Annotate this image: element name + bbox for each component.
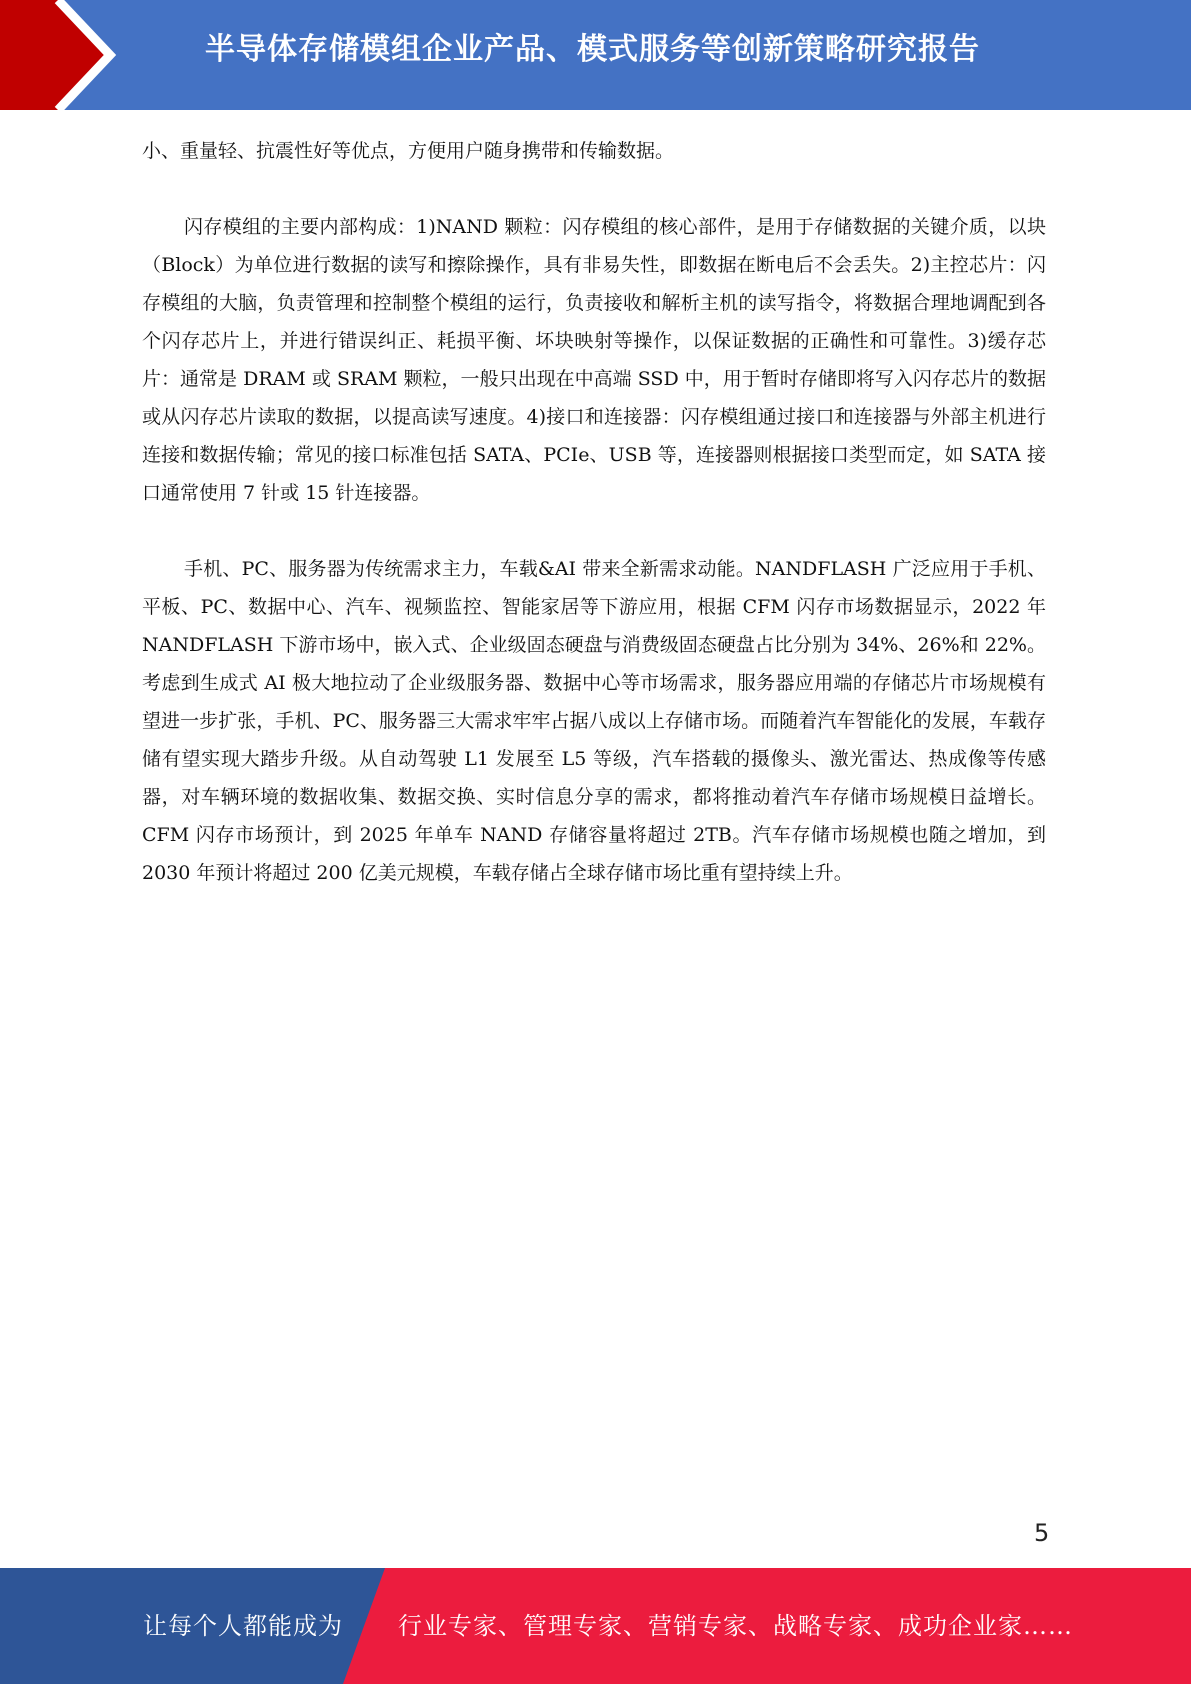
paragraph-demand-drivers: 手机、PC、服务器为传统需求主力，车载&AI 带来全新需求动能。NANDFLASH 广泛应用于手机、平板、PC、数据中心、汽车、视频监控、智能家居等下游应用，根据 CFM 闪存市场数据显示，2022 年 NANDFLASH 下游市场中，嵌入式、企业级固态硬盘与消费级固态硬盘占比分别为 34%、26%和 22%。考虑到生成式 AI 极大地拉动了企业级服务器、数据中心等市场需求，服务器应用端的存储芯片市场规模有望进一步扩张，手机、PC、服务器三大需求牢牢占据八成以上存储市场。而随着汽车智能化的发展，车载存储有望实现大踏步升级。从自动驾驶 L1 发展至 L5 等级，汽车搭载的摄像头、激光雷达、热成像等传感器，对车辆环境的数据收集、数据交换、实时信息分享的需求，都将推动着汽车存储市场规模日益增长。CFM 闪存市场预计，到 2025 年单车 NAND 存储容量将超过 2TB。汽车存储市场规模也随之增加，到 2030 年预计将超过 200 亿美元规模，车载存储占全球存储市场比重有望持续上升。 [142,558,1046,884]
footer-slogan-left: 让每个人都能成为 [143,1612,343,1640]
header-arrow-decoration [0,0,180,110]
paragraph-flash-module-components: 闪存模组的主要内部构成：1)NAND 颗粒：闪存模组的核心部件，是用于存储数据的关键介质，以块（Block）为单位进行数据的读写和擦除操作，具有非易失性，即数据在断电后不会丢失。2)主控芯片：闪存模组的大脑，负责管理和控制整个模组的运行，负责接收和解析主机的读写指令，将数据合理地调配到各个闪存芯片上，并进行错误纠正、耗损平衡、坏块映射等操作，以保证数据的正确性和可靠性。3)缓存芯片：通常是 DRAM 或 SRAM 颗粒，一般只出现在中高端 SSD 中，用于暂时存储即将写入闪存芯片的数据或从闪存芯片读取的数据，以提高读写速度。4)接口和连接器：闪存模组通过接口和连接器与外部主机进行连接和数据传输；常见的接口标准包括 SATA、PCIe、USB 等，连接器则根据接口类型而定，如 SATA 接口通常使用 7 针或 15 针连接器。 [142,216,1046,504]
report-title: 半导体存储模组企业产品、模式服务等创新策略研究报告 [205,32,980,67]
page-header [0,0,1191,110]
paragraph-continuation: 小、重量轻、抗震性好等优点，方便用户随身携带和传输数据。 [142,140,675,162]
report-body [142,132,1046,930]
page-footer [0,1568,1191,1684]
page-number: 5 [1034,1519,1050,1547]
footer-slogan-right: 行业专家、管理专家、营销专家、战略专家、成功企业家…… [398,1612,1073,1640]
